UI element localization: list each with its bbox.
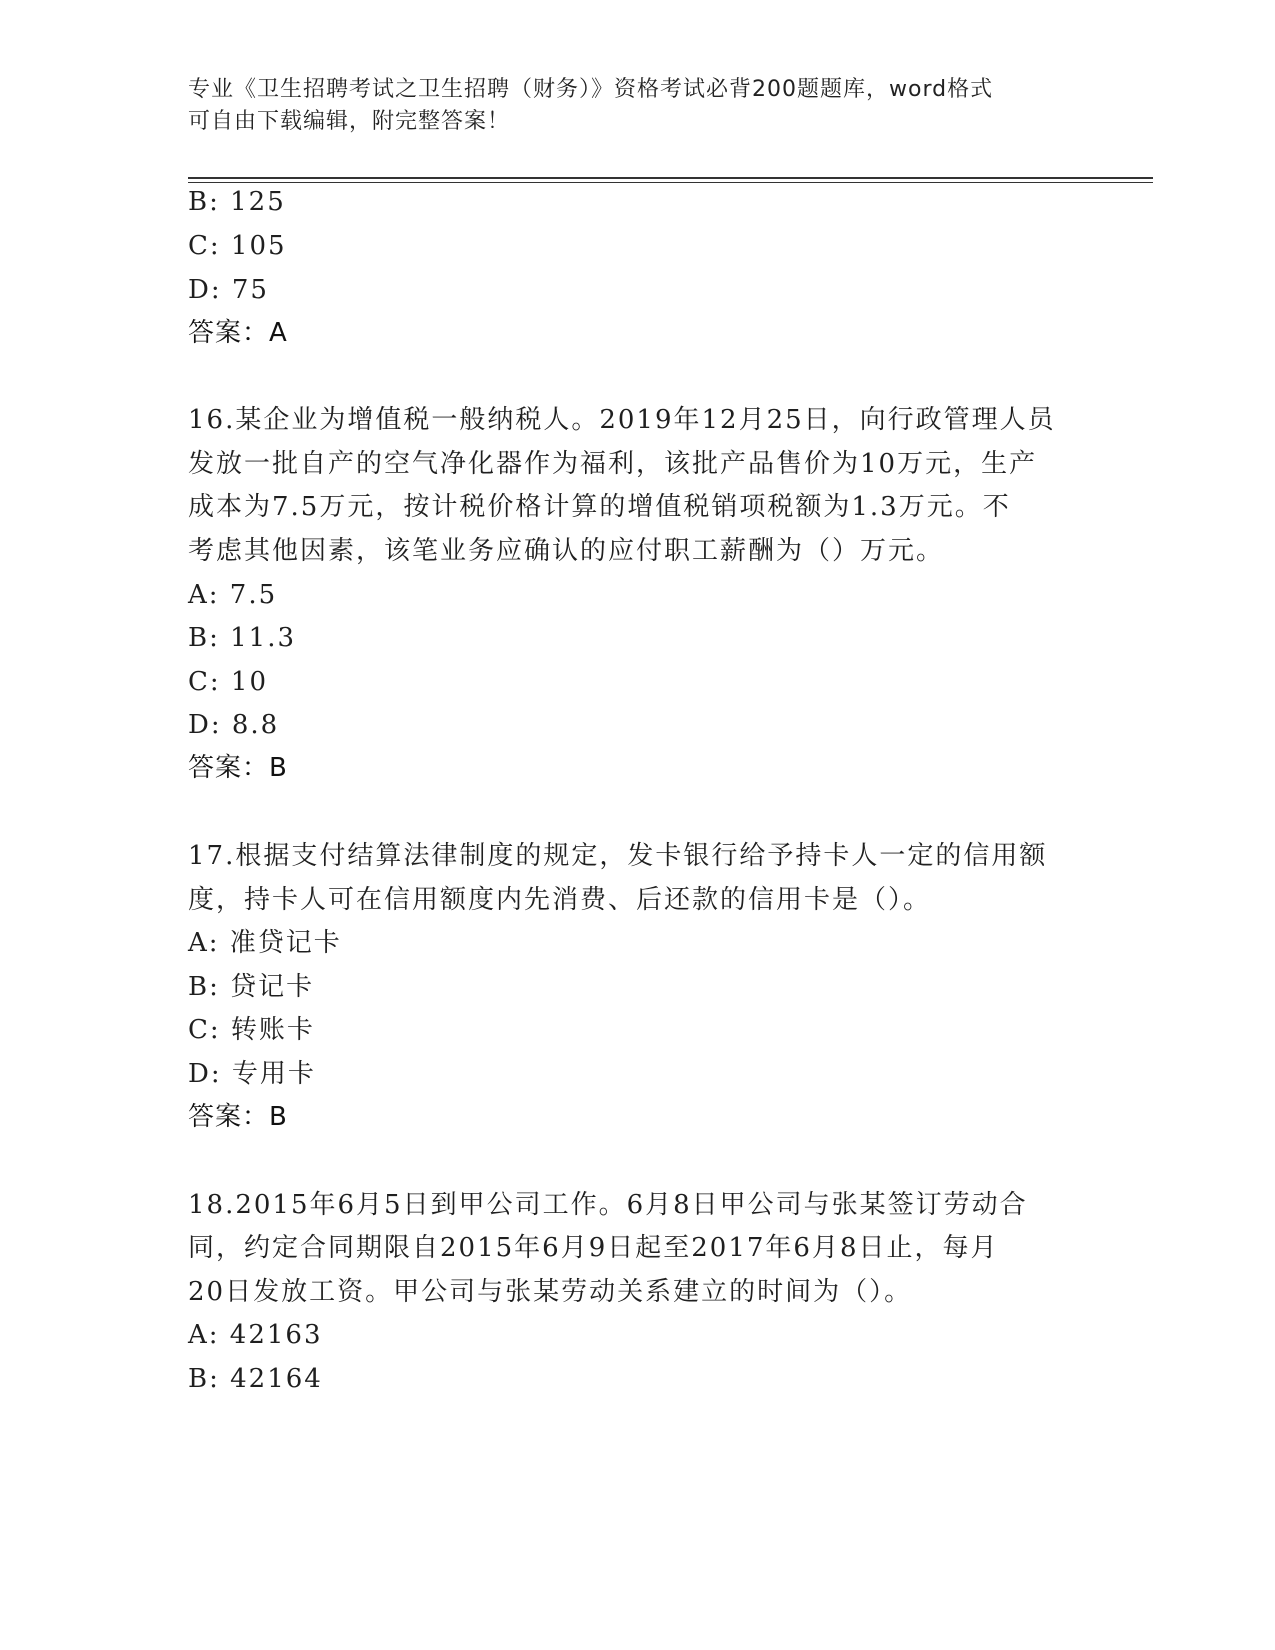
q16-option-b: B: 11.3 <box>188 623 297 653</box>
document-header <box>188 74 1088 138</box>
prev-option-c: C: 105 <box>188 231 287 261</box>
q16-option-a: A: 7.5 <box>188 580 278 610</box>
q17-answer: 答案：B <box>188 1102 288 1132</box>
q18-text-line-1: 18.2015年6月5日到甲公司工作。6月8日甲公司与张某签订劳动合 <box>188 1190 1028 1220</box>
header-title-line-1: 专业《卫生招聘考试之卫生招聘（财务）》资格考试必背200题题库，word格式 <box>188 77 994 102</box>
header-divider-thick <box>188 177 1153 179</box>
q16-answer: 答案：B <box>188 753 288 783</box>
q17-option-b: B: 贷记卡 <box>188 972 315 1002</box>
q16-option-d: D: 8.8 <box>188 710 280 740</box>
q18-option-a: A: 42163 <box>188 1320 323 1350</box>
q16-text-line-2: 发放一批自产的空气净化器作为福利，该批产品售价为10万元，生产 <box>188 449 1038 479</box>
q16-text-line-4: 考虑其他因素，该笔业务应确认的应付职工薪酬为（）万元。 <box>188 536 945 566</box>
q18-option-b: B: 42164 <box>188 1364 323 1394</box>
q17-text-line-1: 17.根据支付结算法律制度的规定，发卡银行给予持卡人一定的信用额 <box>188 841 1048 871</box>
q17-option-a: A: 准贷记卡 <box>188 928 342 958</box>
prev-option-d: D: 75 <box>188 275 269 305</box>
q16-option-c: C: 10 <box>188 667 269 697</box>
q16-text-line-1: 16.某企业为增值税一般纳税人。2019年12月25日，向行政管理人员 <box>188 405 1056 435</box>
header-divider-thin <box>188 182 1153 183</box>
prev-answer: 答案：A <box>188 318 288 348</box>
prev-option-b: B: 125 <box>188 187 286 217</box>
q18-text-line-3: 20日发放工资。甲公司与张某劳动关系建立的时间为（）。 <box>188 1277 913 1307</box>
q17-text-line-2: 度，持卡人可在信用额度内先消费、后还款的信用卡是（）。 <box>188 885 932 915</box>
q18-text-line-2: 同，约定合同期限自2015年6月9日起至2017年6月8日止，每月 <box>188 1233 999 1263</box>
header-title-line-2: 可自由下载编辑，附完整答案！ <box>188 109 511 134</box>
q17-option-d: D: 专用卡 <box>188 1059 316 1089</box>
q16-text-line-3: 成本为7.5万元，按计税价格计算的增值税销项税额为1.3万元。不 <box>188 492 1011 522</box>
q17-option-c: C: 转账卡 <box>188 1015 315 1045</box>
